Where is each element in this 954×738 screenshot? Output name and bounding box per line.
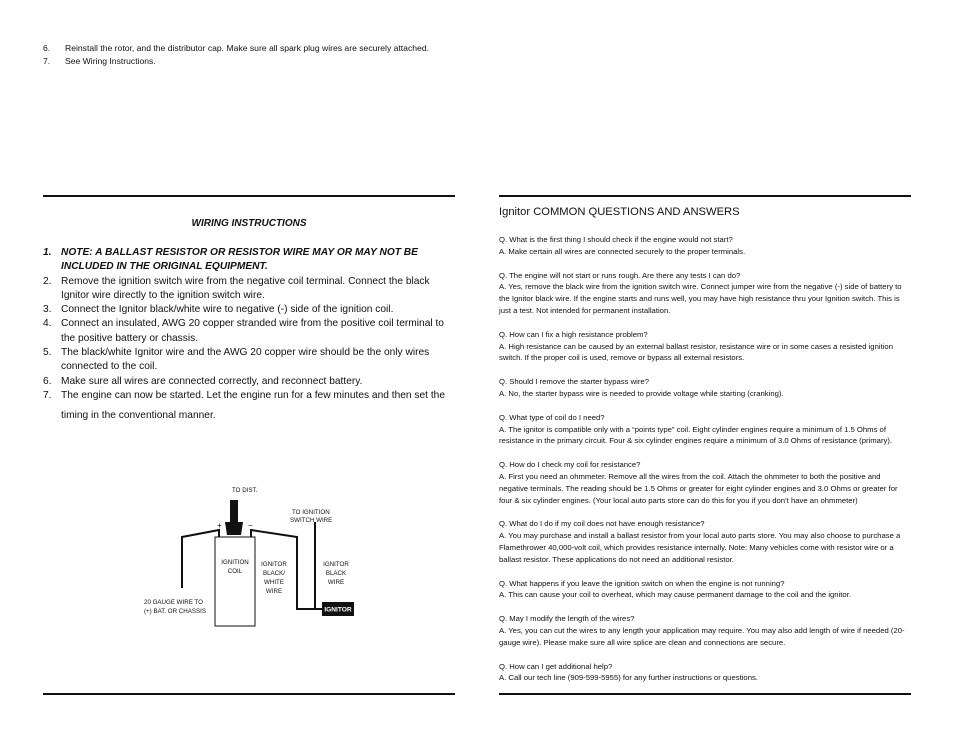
qa-question: Q. Should I remove the starter bypass wire?: [499, 377, 649, 387]
step-number: 7.: [43, 389, 52, 401]
qa-question: Q. What do I do if my coil does not have enough resistance?: [499, 519, 705, 529]
wiring-step-7: [43, 389, 455, 426]
top-step-7: [43, 55, 463, 68]
step-text: NOTE: A BALLAST RESISTOR OR RESISTOR WIRE MAY OR MAY NOT BE INCLUDED IN THE ORIGINAL EQUIPMENT.: [61, 247, 418, 273]
wiring-step-4: [43, 317, 455, 346]
qa-question: Q. What type of coil do I need?: [499, 412, 605, 422]
coil-tower: [225, 522, 243, 535]
wiring-diagram: [140, 480, 360, 630]
step-text: The engine can now be started. Let the engine run for a few minutes and then set the timing in the conventional manner.: [61, 389, 445, 421]
label-to-ignition-2: SWITCH WIRE: [290, 517, 333, 524]
qa-question: Q. How do I check my coil for resistance?: [499, 460, 641, 470]
qa-item: [499, 329, 911, 364]
qa-question: Q. What happens if you leave the ignition switch on when the engine is not running?: [499, 578, 785, 588]
step-text: See Wiring Instructions.: [65, 56, 156, 66]
qa-question: Q. May I modify the length of the wires?: [499, 614, 635, 624]
top-step-6: [43, 42, 463, 55]
label-minus: −: [248, 521, 253, 530]
qa-answer: A. High resistance can be caused by an external ballast resistor, resistance wire or in some cases a resisted ignition switch. If the proper coil is used, remove or bypass all external resistors.: [499, 341, 893, 363]
label-bk-2: BLACK: [325, 570, 347, 577]
qa-list: [499, 234, 911, 684]
step-text: Reinstall the rotor, and the distributor cap. Make sure all spark plug wires are securely attached.: [65, 43, 429, 53]
qa-item: [499, 234, 911, 258]
label-coil-2: COIL: [227, 568, 243, 575]
qa-item: [499, 270, 911, 317]
step-text: Remove the ignition switch wire from the negative coil terminal. Connect the black Ignitor wire directly to the ignition switch wire.: [61, 275, 430, 301]
coil-body: [215, 537, 255, 626]
step-text: The black/white Ignitor wire and the AWG 20 copper wire should be the only wires connected to the coil.: [61, 347, 430, 373]
label-plus: +: [217, 521, 222, 530]
black-white-wire: [251, 530, 322, 609]
qa-item: [499, 459, 911, 506]
wiring-step-1: [43, 246, 455, 275]
step-number: 5.: [43, 347, 52, 359]
wiring-step-3: [43, 303, 455, 317]
label-bw-2: BLACK/: [262, 570, 286, 577]
qa-item: [499, 613, 911, 648]
wiring-step-2: [43, 275, 455, 304]
left-top-rule: [43, 195, 455, 197]
qa-item: [499, 376, 911, 400]
qa-answer: A. This can cause your coil to overheat, which may cause permanent damage to the coil and the ignitor.: [499, 590, 851, 600]
right-top-rule: [499, 195, 911, 197]
qa-item: [499, 661, 911, 685]
step-text: Connect the Ignitor black/white wire to negative (-) side of the ignition coil.: [61, 304, 394, 316]
qa-question: Q. How can I get additional help?: [499, 661, 613, 671]
label-bw-4: WIRE: [265, 588, 283, 595]
label-bw-1: IGNITOR: [261, 561, 287, 568]
wiring-step-5: [43, 346, 455, 375]
qa-answer: A. The ignitor is compatible only with a “points type” coil. Eight cylinder engines require a minimum of 1.5 Ohms of resistance in the primary circuit. Four & six cylinder engines require a minimum of 3.0 Ohms of resistance (primary).: [499, 424, 893, 446]
step-number: 2.: [43, 275, 52, 287]
qa-question: Q. The engine will not start or runs rough. Are there any tests I can do?: [499, 270, 741, 280]
right-bottom-rule: [499, 693, 911, 695]
ignitor-box-label: IGNITOR: [324, 606, 352, 614]
wiring-steps-list: [43, 246, 455, 426]
step-number: 1.: [43, 247, 52, 258]
qa-item: [499, 518, 911, 565]
label-to-dist: TO DIST.: [232, 487, 258, 494]
label-bk-3: WIRE: [327, 579, 345, 586]
qa-answer: A. No, the starter bypass wire is needed to provide voltage while starting (cranking).: [499, 388, 784, 398]
label-coil-1: IGNITION: [221, 559, 249, 566]
gauge-wire: [182, 530, 219, 588]
qa-answer: A. You may purchase and install a ballast resistor from your local auto parts store. You may also choose to purchase a Flamethrower 40,000-volt coil, which provides resistance internally. Note: Many vehicles come with resistor wire or a ballast resistor. These applications do not need an additional resistor.: [499, 531, 901, 564]
qa-item: [499, 412, 911, 447]
label-gauge-2: (+) BAT. OR CHASSIS: [144, 608, 206, 615]
qa-item: [499, 578, 911, 602]
dist-lead: [230, 500, 238, 522]
step-number: 3.: [43, 304, 52, 316]
qa-answer: A. Yes, you can cut the wires to any length your application may require. You may also add length of wire if needed (20-gauge wire). Please make sure all wire splice are clean and connections are secure.: [499, 625, 905, 647]
qa-question: Q. What is the first thing I should check if the engine would not start?: [499, 235, 733, 244]
qa-answer: A. Yes, remove the black wire from the ignition switch wire. Connect jumper wire from the negative (-) side of battery to the Ignitor black wire. If the engine starts and runs well, you may have high resistance thru your Ignition switch. This is just a test. Not intended for permanent installation.: [499, 282, 902, 315]
left-bottom-rule: [43, 693, 455, 695]
step-number: 6.: [43, 43, 51, 53]
qa-answer: A. Call our tech line (909-599-5955) for any further instructions or questions.: [499, 673, 758, 683]
qa-question: Q. How can I fix a high resistance problem?: [499, 329, 648, 339]
qa-answer: A. First you need an ohmmeter. Remove all the wires from the coil. Attach the ohmmeter to both the positive and negative terminals. The reading should be 1.5 Ohms or greater for eight cylinder engines and 3.0 Ohms or greater for four & six cylinder engines. (Your local auto parts store can do this for you if you don’t have an ohmmeter): [499, 471, 898, 505]
label-to-ignition-1: TO IGNITION: [292, 509, 330, 516]
label-bk-1: IGNITOR: [323, 561, 349, 568]
step-text: Connect an insulated, AWG 20 copper stranded wire from the positive coil terminal to the positive battery or chassis.: [61, 318, 444, 344]
step-number: 4.: [43, 318, 52, 330]
label-bw-3: WHITE: [264, 579, 284, 586]
qa-title: Ignitor COMMON QUESTIONS AND ANSWERS: [499, 206, 740, 218]
wiring-title: WIRING INSTRUCTIONS: [191, 218, 307, 229]
qa-answer: A. Make certain all wires are connected securely to the proper terminals.: [499, 246, 746, 256]
top-steps-list: [43, 42, 463, 68]
step-number: 6.: [43, 375, 52, 387]
label-gauge-1: 20 GAUGE WIRE TO: [144, 599, 203, 606]
step-text: Make sure all wires are connected correctly, and reconnect battery.: [61, 375, 363, 387]
step-number: 7.: [43, 56, 51, 66]
